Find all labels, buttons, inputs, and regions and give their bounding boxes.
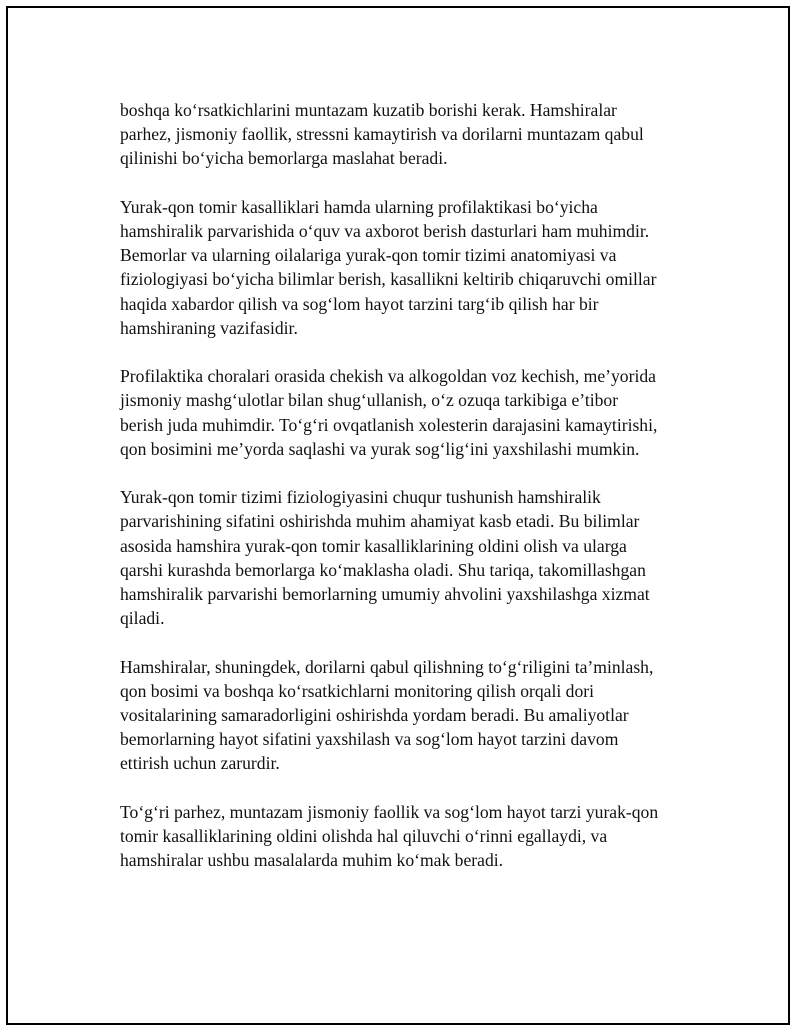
text-line: boshqa ko‘rsatkichlarini muntazam kuzatib borishi kerak. Hamshiralar: [120, 100, 617, 120]
text-line: qilinishi bo‘yicha bemorlarga maslahat beradi.: [120, 148, 448, 169]
text-line: fiziologiyasi bo‘yicha bilimlar berish, kasallikni keltirib chiqaruvchi omillar: [120, 269, 657, 290]
paragraph: [120, 485, 710, 630]
paragraph: [120, 98, 710, 171]
text-line: hamshiralik parvarishida o‘quv va axborot berish dasturlari ham muhimdir.: [120, 221, 650, 241]
text-line: haqida xabardor qilish va sog‘lom hayot tarzini targ‘ib qilish har bir: [120, 293, 599, 314]
text-line: qon bosimini me’yorda saqlashi va yurak sog‘lig‘ini yaxshilashi mumkin.: [120, 438, 640, 459]
text-line: hamshiraning vazifasidir.: [120, 317, 298, 338]
text-line: Bemorlar va ularning oilalariga yurak-qon tomir tizimi anatomiyasi va: [120, 245, 617, 266]
page-frame: [6, 6, 790, 1025]
text-line: berish juda muhimdir. To‘g‘ri ovqatlanish xolesterin darajasini kamaytirishi,: [120, 414, 658, 435]
text-line: parhez, jismoniy faollik, stressni kamaytirish va dorilarni muntazam qabul: [120, 124, 644, 145]
text-line: Profilaktika choralari orasida chekish va alkogoldan voz kechish, me’yorida: [120, 366, 656, 387]
text-line: tomir kasalliklarining oldini olishda hal qiluvchi o‘rinni egallaydi, va: [120, 826, 608, 847]
paragraph: [120, 195, 710, 340]
text-line: asosida hamshira yurak-qon tomir kasalliklarining oldini olish va ularga: [120, 535, 627, 556]
text-line: qon bosimi va boshqa ko‘rsatkichlarni monitoring qilish orqali dori: [120, 680, 594, 701]
text-line: bemorlarning hayot sifatini yaxshilash va sog‘lom hayot tarzini davom: [120, 729, 619, 750]
paragraph: [120, 364, 710, 461]
document-body: [120, 98, 710, 897]
text-line: Yurak-qon tomir kasalliklari hamda ularning profilaktikasi bo‘yicha: [120, 196, 598, 217]
paragraph: [120, 800, 710, 873]
text-line: To‘g‘ri parhez, muntazam jismoniy faollik va sog‘lom hayot tarzi yurak-qon: [120, 801, 659, 822]
text-line: qiladi.: [120, 608, 165, 629]
text-line: hamshiralik parvarishi bemorlarning umumiy ahvolini yaxshilashga xizmat: [120, 584, 650, 605]
text-line: parvarishining sifatini oshirishda muhim ahamiyat kasb etadi. Bu bilimlar: [120, 511, 640, 532]
text-line: vositalarining samaradorligini oshirishda yordam beradi. Bu amaliyotlar: [120, 705, 629, 726]
text-line: hamshiralar ushbu masalalarda muhim ko‘mak beradi.: [120, 850, 504, 871]
text-line: jismoniy mashg‘ulotlar bilan shug‘ullanish, o‘z ozuqa tarkibiga e’tibor: [120, 390, 619, 411]
paragraph: [120, 655, 710, 776]
text-line: qarshi kurashda bemorlarga ko‘maklasha oladi. Shu tariqa, takomillashgan: [120, 559, 646, 580]
text-line: ettirish uchun zarurdir.: [120, 753, 280, 774]
text-line: Hamshiralar, shuningdek, dorilarni qabul qilishning to‘g‘riligini ta’minlash,: [120, 656, 654, 677]
text-line: Yurak-qon tomir tizimi fiziologiyasini chuqur tushunish hamshiralik: [120, 487, 601, 508]
